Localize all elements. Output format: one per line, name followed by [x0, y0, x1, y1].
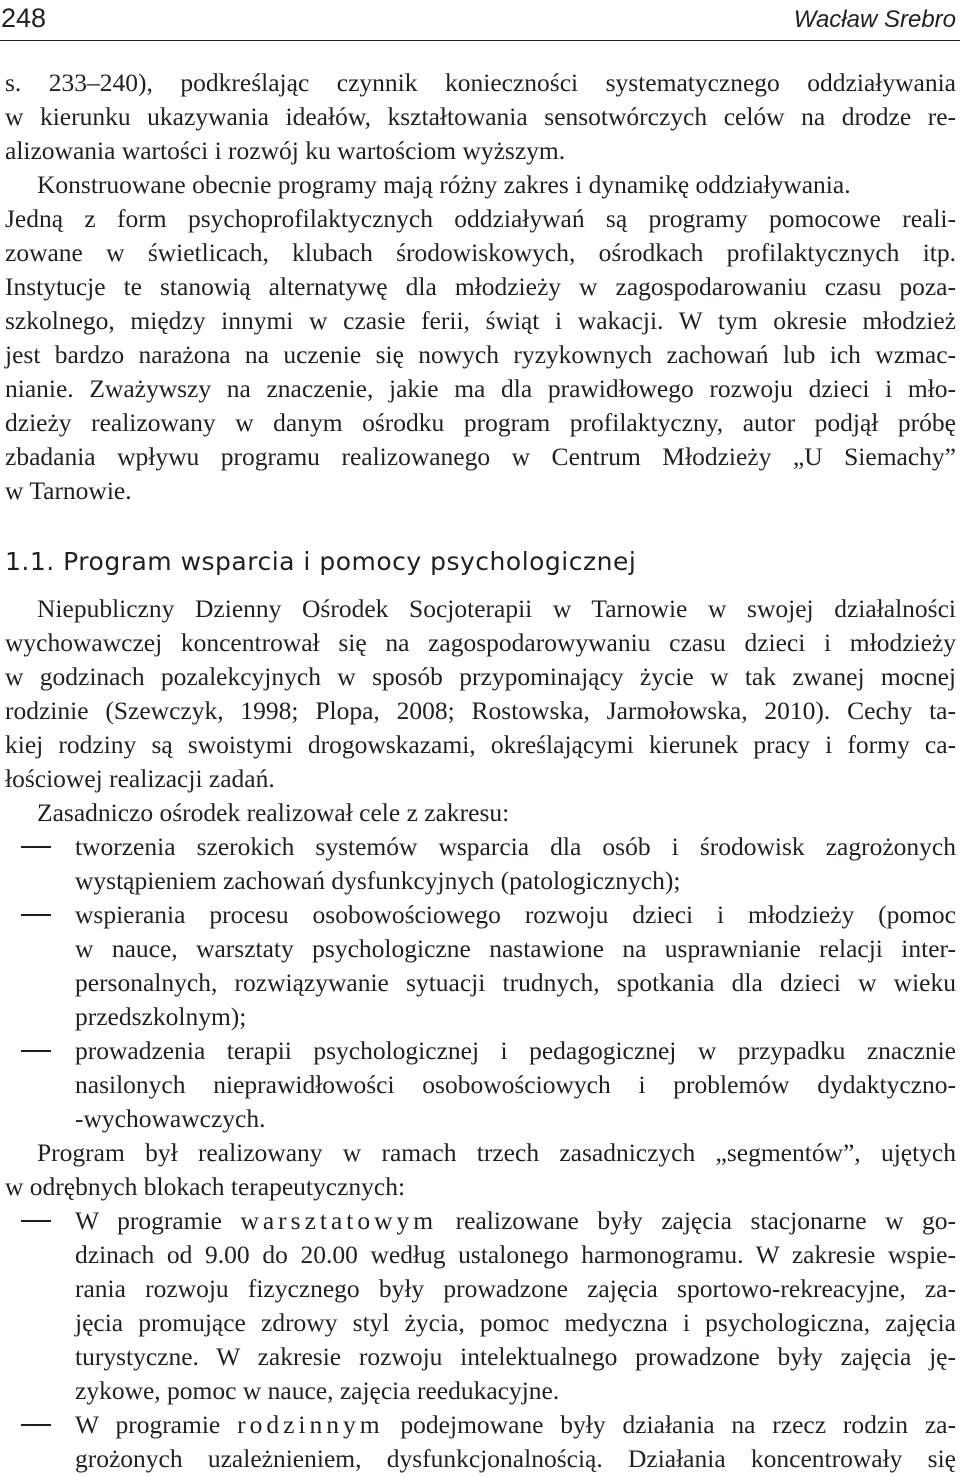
- text-line: w Tarnowie.: [5, 476, 132, 505]
- list-item: [5, 898, 956, 1034]
- text-line: wystąpieniem zachowań dysfunkcyjnych (patologicznych);: [75, 866, 681, 895]
- page-number: 248: [1, 3, 47, 33]
- paragraph-continuation: [5, 66, 956, 168]
- text-line: łościowej realizacji zadań.: [5, 764, 275, 793]
- dash-bullet: [21, 1424, 51, 1426]
- paragraph: [5, 168, 956, 508]
- text-line: przedszkolnym);: [75, 1002, 247, 1031]
- text-line: tworzenia szerokich systemów wsparcia dla osób i środowisk zagrożonych: [5, 830, 956, 864]
- spaced-emphasis: warsztatowym: [240, 1206, 438, 1235]
- text-line: dzinach od 9.00 do 20.00 według ustalonego harmonogramu. W zakresie wspie-: [75, 1240, 956, 1269]
- header-rule: [0, 40, 960, 41]
- text-line: W programie rodzinnym podejmowane były działania na rzecz rodzin za-: [5, 1408, 956, 1442]
- text-line: Niepubliczny Dzienny Ośrodek Socjoterapii w Tarnowie w swojej działalności: [37, 594, 956, 623]
- text-line: w godzinach pozalekcyjnych w sposób przypominający życie w tak zwanej mocnej: [5, 662, 956, 691]
- text-line: kiej rodziny są swoistymi drogowskazami, określającymi kierunek pracy i formy ca-: [5, 730, 956, 759]
- dash-bullet: [21, 1050, 51, 1052]
- spaced-emphasis: rodzinnym: [237, 1410, 384, 1439]
- list-item: [5, 1204, 956, 1408]
- text-line: w kierunku ukazywania ideałów, kształtowania sensotwórczych celów na drodze re-: [5, 102, 956, 131]
- text-line: dzieży realizowany w danym ośrodku program profilaktyczny, autor podjął próbę: [5, 408, 956, 437]
- text-line: w nauce, warsztaty psychologiczne nastawione na usprawnianie relacji inter-: [75, 934, 956, 963]
- text-line: wychowawczej koncentrował się na zagospodarowywaniu czasu dzieci i młodzieży: [5, 628, 956, 657]
- text-line: Instytucje te stanowią alternatywę dla młodzieży w zagospodarowaniu czasu poza-: [5, 272, 956, 301]
- list-item: [5, 830, 956, 898]
- text-line: zykowe, pomoc w nauce, zajęcia reedukacyjne.: [75, 1376, 560, 1405]
- text-line: nasilonych nieprawidłowości osobowościowych i problemów dydaktyczno-: [75, 1070, 956, 1099]
- text-line: s. 233–240), podkreślając czynnik konieczności systematycznego oddziaływania: [5, 68, 956, 97]
- text-line: rodzinie (Szewczyk, 1998; Plopa, 2008; Rostowska, Jarmołowska, 2010). Cechy ta-: [5, 696, 956, 725]
- text-line: Jedną z form psychoprofilaktycznych oddziaływań są programy pomocowe reali-: [5, 204, 956, 233]
- text-line: W programie warsztatowym realizowane były zajęcia stacjonarne w go-: [5, 1204, 956, 1238]
- goal-list: [5, 830, 956, 1136]
- text-line: zbadania wpływu programu realizowanego w Centrum Młodzieży „U Siemachy”: [5, 442, 956, 471]
- running-header: [0, 0, 960, 40]
- text-line: alizowania wartości i rozwój ku wartościom wyższym.: [5, 136, 566, 165]
- text-line: rania rozwoju fizycznego były prowadzone zajęcia sportowo-rekreacyjne, za-: [75, 1274, 956, 1303]
- text-line: w odrębnych blokach terapeutycznych:: [5, 1172, 406, 1201]
- text-line: szkolnego, między innymi w czasie ferii, świąt i wakacji. W tym okresie młodzież: [5, 306, 956, 335]
- text-line: Program był realizowany w ramach trzech zasadniczych „segmentów”, ujętych: [37, 1138, 956, 1167]
- text-line: jest bardzo narażona na uczenie się nowych ryzykownych zachowań lub ich wzmac-: [5, 340, 956, 369]
- segment-list: [5, 1204, 956, 1476]
- text-line: grożonych uzależnieniem, dysfunkcjonalnością. Działania koncentrowały się: [75, 1444, 956, 1473]
- text-line: -wychowawczych.: [75, 1104, 266, 1133]
- text-line: turystyczne. W zakresie rozwoju intelektualnego prowadzone były zajęcia ję-: [75, 1342, 956, 1371]
- dash-bullet: [21, 914, 51, 916]
- text-line: jęcia promujące zdrowy styl życia, pomoc medyczna i psychologiczna, zajęcia: [75, 1308, 956, 1337]
- text-line: zowane w świetlicach, klubach środowiskowych, ośrodkach profilaktycznych itp.: [5, 238, 956, 267]
- dash-bullet: [21, 846, 51, 848]
- list-item: [5, 1034, 956, 1136]
- text-line: personalnych, rozwiązywanie sytuacji trudnych, spotkania dla dzieci w wieku: [75, 968, 956, 997]
- section-heading: 1.1. Program wsparcia i pomocy psychologicznej: [5, 547, 637, 576]
- text-line: Konstruowane obecnie programy mają różny zakres i dynamikę oddziaływania.: [37, 170, 851, 199]
- running-author: Wacław Srebro: [793, 6, 956, 33]
- list-item: [5, 1408, 956, 1476]
- dash-bullet: [21, 1220, 51, 1222]
- text-line: Zasadniczo ośrodek realizował cele z zakresu:: [37, 798, 510, 827]
- paragraph: [5, 592, 956, 1476]
- text-line: prowadzenia terapii psychologicznej i pedagogicznej w przypadku znacznie: [5, 1034, 956, 1068]
- text-line: wspierania procesu osobowościowego rozwoju dzieci i młodzieży (pomoc: [5, 898, 956, 932]
- text-line: nianie. Zważywszy na znaczenie, jakie ma dla prawidłowego rozwoju dzieci i mło-: [5, 374, 956, 403]
